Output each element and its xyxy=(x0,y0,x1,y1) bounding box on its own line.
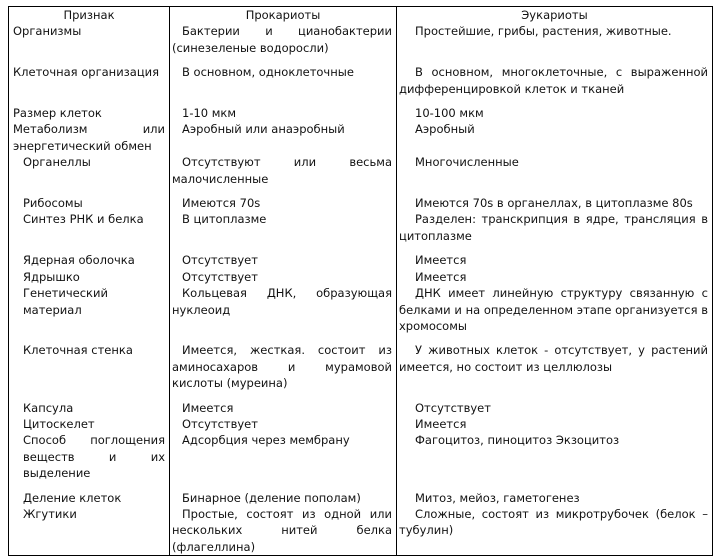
table-row xyxy=(9,195,713,211)
row-eukaryotes: Многочисленные xyxy=(397,154,713,195)
header-prokaryotes: Прокариоты xyxy=(170,7,397,24)
row-feature: Ядрышко xyxy=(9,269,170,285)
row-eukaryotes: Отсутствует xyxy=(397,400,713,416)
row-feature: Клеточная стенка xyxy=(9,342,170,399)
table-row xyxy=(9,23,713,64)
row-prokaryotes: Имеются 70s xyxy=(170,195,397,211)
row-feature: Капсула xyxy=(9,400,170,416)
header-feature: Признак xyxy=(9,7,170,24)
table-row xyxy=(9,252,713,268)
row-prokaryotes: В цитоплазме xyxy=(170,211,397,252)
row-feature: Метаболизм или энергетический обмен xyxy=(9,121,170,154)
row-eukaryotes: Аэробный xyxy=(397,121,713,154)
comparison-document xyxy=(8,6,712,554)
row-feature: Способ поглощения веществ и их выделение xyxy=(9,432,170,489)
row-prokaryotes: Бактерии и цианобактерии (синезеленые водоросли) xyxy=(170,23,397,64)
row-feature: Синтез РНК и белка xyxy=(9,211,170,252)
row-prokaryotes: Имеется xyxy=(170,400,397,416)
row-feature: Жгутики xyxy=(9,506,170,556)
row-prokaryotes: Отсутствуют или весьма малочисленные xyxy=(170,154,397,195)
table-row xyxy=(9,211,713,252)
row-eukaryotes: Имеется xyxy=(397,416,713,432)
row-prokaryotes: Бинарное (деление пополам) xyxy=(170,490,397,506)
row-prokaryotes: Простые, состоят из одной или нескольких нитей белка (флагеллина) xyxy=(170,506,397,556)
row-prokaryotes: Отсутствует xyxy=(170,416,397,432)
table-row xyxy=(9,400,713,416)
row-prokaryotes: Адсорбция через мембрану xyxy=(170,432,397,489)
row-eukaryotes: 10-100 мкм xyxy=(397,105,713,121)
row-feature: Клеточная организация xyxy=(9,64,170,105)
row-eukaryotes: В основном, многоклеточные, с выраженной дифференцировкой клеток и тканей xyxy=(397,64,713,105)
table-row xyxy=(9,506,713,556)
row-feature: Цитоскелет xyxy=(9,416,170,432)
row-prokaryotes: Отсутствует xyxy=(170,269,397,285)
row-eukaryotes: Имеется xyxy=(397,252,713,268)
table-row xyxy=(9,432,713,489)
table-row xyxy=(9,285,713,342)
row-feature: Ядерная оболочка xyxy=(9,252,170,268)
table-row xyxy=(9,342,713,399)
row-prokaryotes: В основном, одноклеточные xyxy=(170,64,397,105)
row-feature: Рибосомы xyxy=(9,195,170,211)
table-row xyxy=(9,269,713,285)
table-row xyxy=(9,105,713,121)
row-prokaryotes: 1-10 мкм xyxy=(170,105,397,121)
row-prokaryotes: Имеется, жесткая. состоит из аминосахаров и мурамовой кислоты (муреина) xyxy=(170,342,397,399)
row-feature: Органеллы xyxy=(9,154,170,195)
table-row xyxy=(9,154,713,195)
row-feature: Размер клеток xyxy=(9,105,170,121)
table-row xyxy=(9,490,713,506)
row-feature: Генетический материал xyxy=(9,285,170,342)
row-eukaryotes: Имеются 70s в органеллах, в цитоплазме 80s xyxy=(397,195,713,211)
row-prokaryotes: Аэробный или анаэробный xyxy=(170,121,397,154)
row-eukaryotes: Разделен: транскрипция в ядре, трансляция в цитоплазме xyxy=(397,211,713,252)
row-eukaryotes: ДНК имеет линейную структуру связанную с белками и на определенном этапе организуется в хромосомы xyxy=(397,285,713,342)
comparison-table xyxy=(8,6,713,556)
row-feature: Организмы xyxy=(9,23,170,64)
table-header-row xyxy=(9,7,713,24)
row-eukaryotes: Имеется xyxy=(397,269,713,285)
table-row xyxy=(9,416,713,432)
row-eukaryotes: Сложные, состоят из микротрубочек (белок – тубулин) xyxy=(397,506,713,556)
row-eukaryotes: Простейшие, грибы, растения, животные. xyxy=(397,23,713,64)
row-feature: Деление клеток xyxy=(9,490,170,506)
row-eukaryotes: Фагоцитоз, пиноцитоз Экзоцитоз xyxy=(397,432,713,489)
table-row xyxy=(9,121,713,154)
row-prokaryotes: Отсутствует xyxy=(170,252,397,268)
header-eukaryotes: Эукариоты xyxy=(397,7,713,24)
row-eukaryotes: У животных клеток - отсутствует, у растений имеется, но состоит из целлюлозы xyxy=(397,342,713,399)
table-row xyxy=(9,64,713,105)
row-prokaryotes: Кольцевая ДНК, образующая нуклеоид xyxy=(170,285,397,342)
row-eukaryotes: Митоз, мейоз, гаметогенез xyxy=(397,490,713,506)
